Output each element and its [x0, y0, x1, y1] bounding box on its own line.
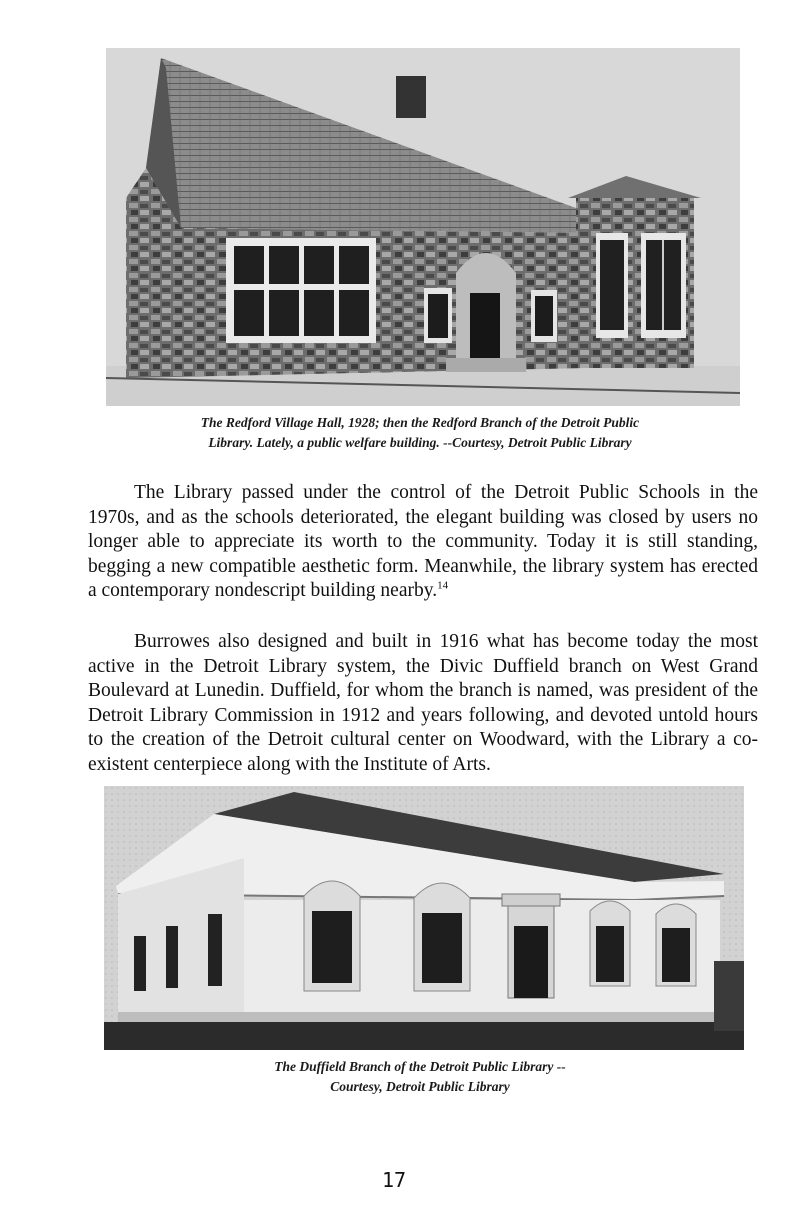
photo2-caption [140, 1057, 700, 1097]
photo2-caption-line1: The Duffield Branch of the Detroit Public Library -- [274, 1059, 566, 1074]
redford-building-illustration [106, 48, 740, 406]
paragraph-2 [88, 630, 758, 778]
photo2-caption-line2: Courtesy, Detroit Public Library [330, 1079, 510, 1094]
paragraph-2-text: Burrowes also designed and built in 1916 what has become today the most active in the Detroit Library system, the Divic Duffield branch on West Grand Boulevard at Lunedin. Duffield, for whom the branch is named, was president of the Detroit Library Commission in 1912 and years following, and devoted untold hours to the creation of the Detroit cultural center on Woodward, with the Library a co-existent centerpiece along with the Institute of Arts. [88, 631, 758, 775]
photo1-caption-line1: The Redford Village Hall, 1928; then the Redford Branch of the Detroit Public [200, 415, 640, 430]
footnote-marker: 14 [437, 579, 449, 592]
paragraph-1 [88, 481, 758, 604]
paragraph-1-text: The Library passed under the control of the Detroit Public Schools in the 1970s, and as the schools deteriorated, the elegant building was closed by users no longer able to appreciate its worth to the community. Today it is still standing, begging a new compatible aesthetic form. Meanwhile, the library system has erected a contemporary nondescript building nearby. [88, 482, 758, 602]
page-number: 17 [381, 1168, 407, 1192]
photo1-caption-line2: Library. Lately, a public welfare building. --Courtesy, Detroit Public Library [208, 435, 632, 450]
duffield-building-illustration [104, 786, 744, 1050]
redford-village-hall-photo [106, 48, 740, 406]
duffield-branch-photo [104, 786, 744, 1050]
photo1-caption [110, 413, 730, 453]
